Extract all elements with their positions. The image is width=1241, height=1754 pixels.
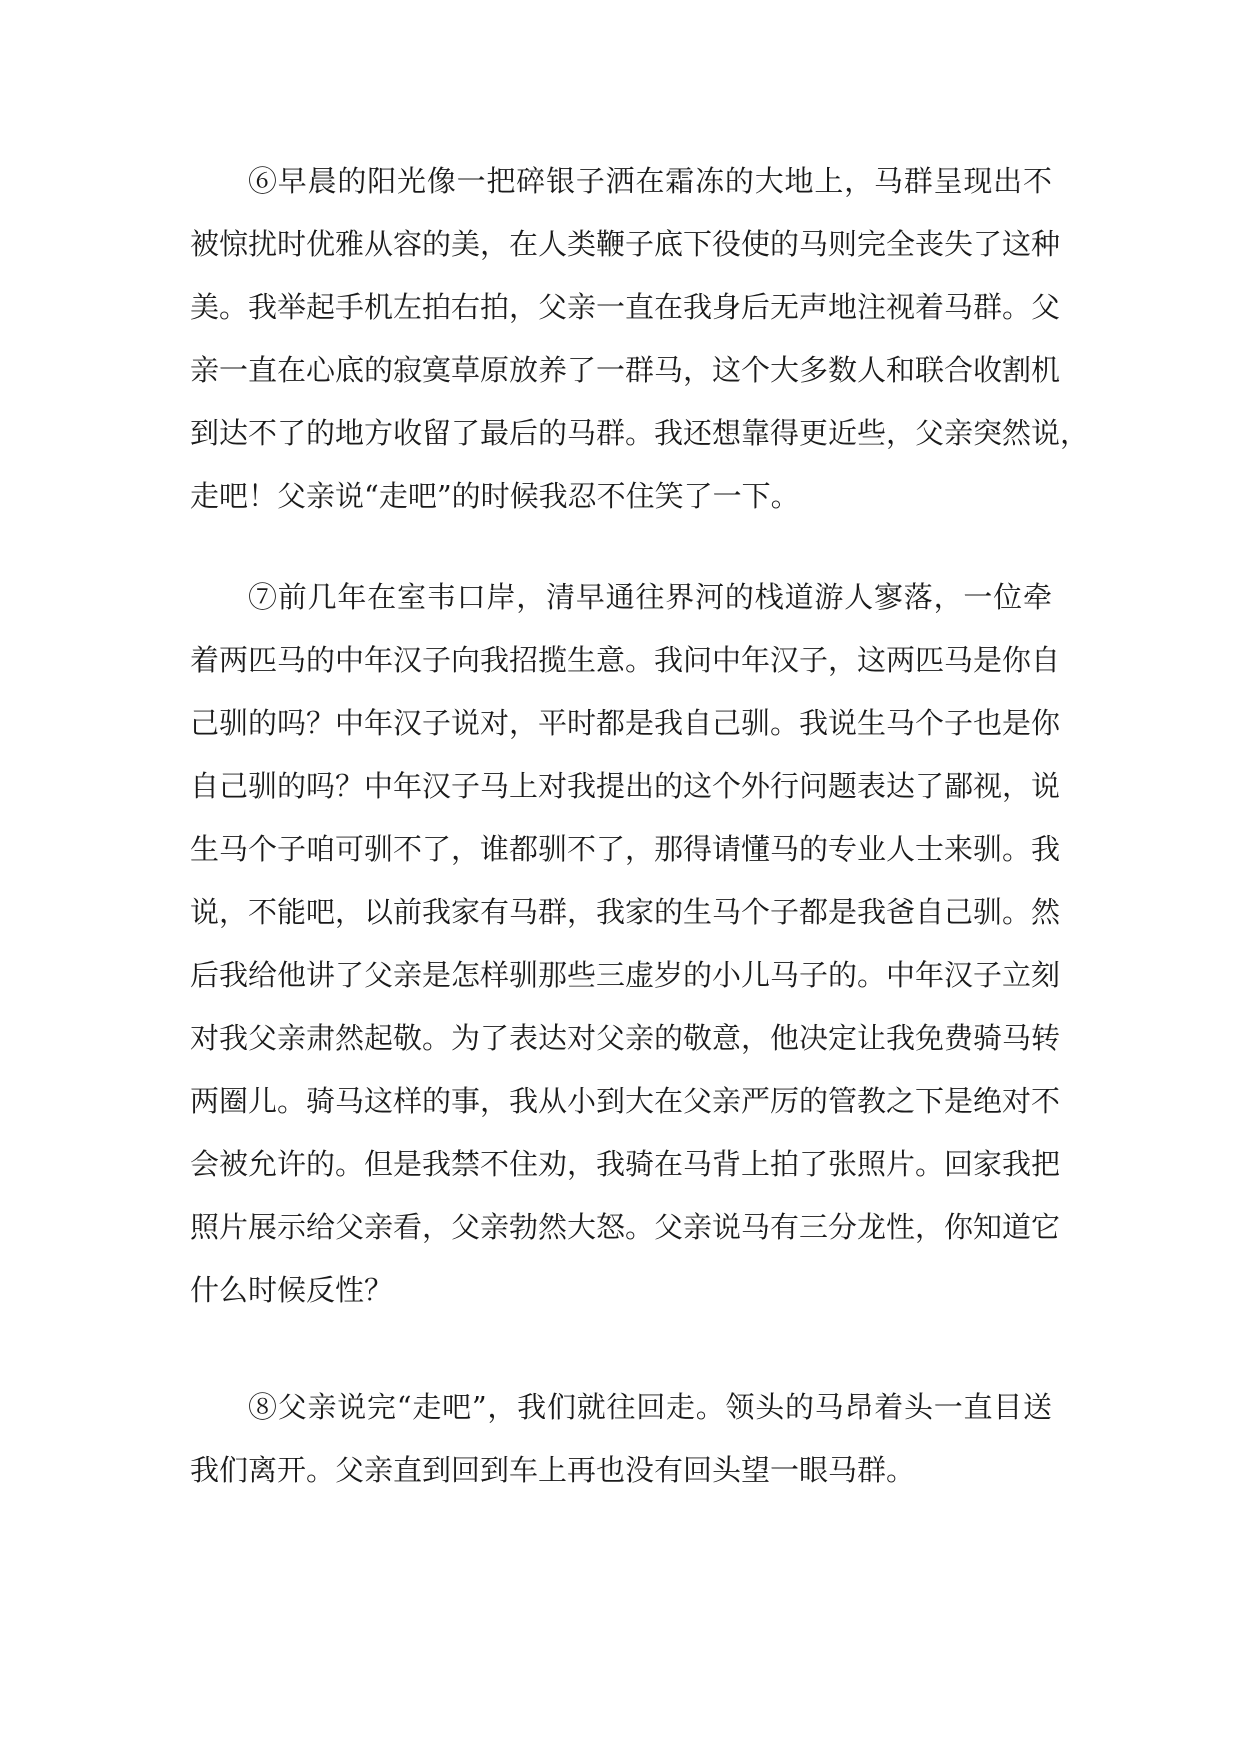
text-line: ⑧父亲说完“走吧”，我们就往回走。领头的马昂着头一直目送 bbox=[248, 1390, 1052, 1424]
text-line: 被惊扰时优雅从容的美，在人类鞭子底下役使的马则完全丧失了这种 bbox=[190, 227, 1061, 261]
paragraph-8 bbox=[190, 1376, 1052, 1502]
text-line: ⑦前几年在室韦口岸，清早通往界河的栈道游人寥落，一位牵 bbox=[248, 580, 1052, 614]
text-line: 走吧！父亲说“走吧”的时候我忍不住笑了一下。 bbox=[190, 479, 800, 513]
text-line: 会被允许的。但是我禁不住劝，我骑在马背上拍了张照片。回家我把 bbox=[190, 1147, 1061, 1181]
text-line: 自己驯的吗？中年汉子马上对我提出的这个外行问题表达了鄙视，说 bbox=[190, 769, 1061, 803]
paragraph-6 bbox=[190, 150, 1090, 528]
text-line: 说，不能吧，以前我家有马群，我家的生马个子都是我爸自己驯。然 bbox=[190, 895, 1061, 929]
text-line: 两圈儿。骑马这样的事，我从小到大在父亲严厉的管教之下是绝对不 bbox=[190, 1084, 1061, 1118]
text-line: 后我给他讲了父亲是怎样驯那些三虚岁的小儿马子的。中年汉子立刻 bbox=[190, 958, 1061, 992]
text-line: 我们离开。父亲直到回到车上再也没有回头望一眼马群。 bbox=[190, 1453, 916, 1487]
text-line: 到达不了的地方收留了最后的马群。我还想靠得更近些，父亲突然说， bbox=[190, 416, 1090, 450]
text-line: 什么时候反性？ bbox=[190, 1273, 394, 1307]
text-line: 美。我举起手机左拍右拍，父亲一直在我身后无声地注视着马群。父 bbox=[190, 290, 1061, 324]
text-line: 照片展示给父亲看，父亲勃然大怒。父亲说马有三分龙性，你知道它 bbox=[190, 1210, 1061, 1244]
text-line: ⑥早晨的阳光像一把碎银子洒在霜冻的大地上，马群呈现出不 bbox=[248, 164, 1052, 198]
text-line: 己驯的吗？中年汉子说对，平时都是我自己驯。我说生马个子也是你 bbox=[190, 706, 1061, 740]
text-line: 对我父亲肃然起敬。为了表达对父亲的敬意，他决定让我免费骑马转 bbox=[190, 1021, 1061, 1055]
paragraph-7 bbox=[190, 566, 1061, 1322]
text-line: 着两匹马的中年汉子向我招揽生意。我问中年汉子，这两匹马是你自 bbox=[190, 643, 1061, 677]
text-line: 亲一直在心底的寂寞草原放养了一群马，这个大多数人和联合收割机 bbox=[190, 353, 1061, 387]
text-line: 生马个子咱可驯不了，谁都驯不了，那得请懂马的专业人士来驯。我 bbox=[190, 832, 1061, 866]
